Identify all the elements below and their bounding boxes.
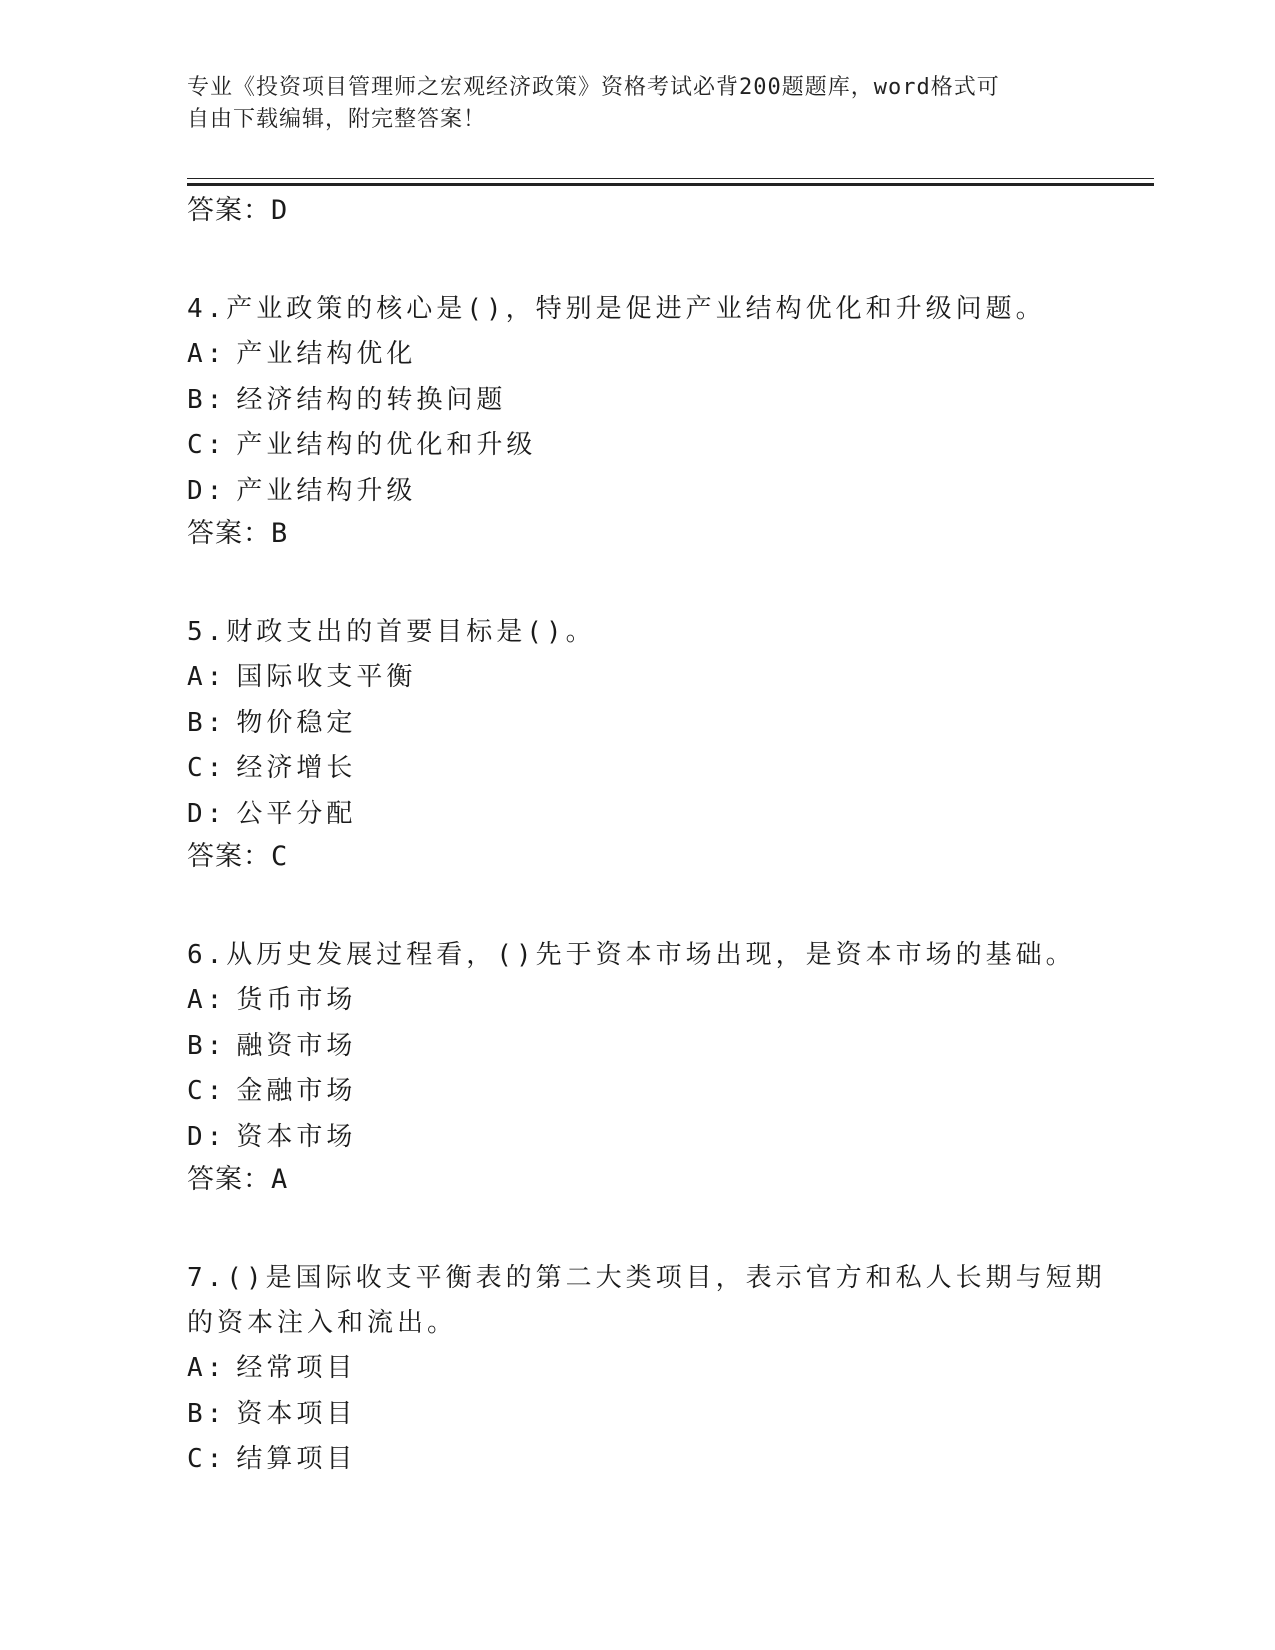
question-stem: 5.财政支出的首要目标是()。 [187,617,596,647]
option-text: 产业结构的优化和升级 [236,430,537,460]
spacer [187,877,1087,933]
answer-line [187,1160,1087,1200]
question-block [187,933,1087,1160]
question-stem: 4.产业政策的核心是()，特别是促进产业结构优化和升级问题。 [187,294,1046,324]
option-key: B: [187,384,227,415]
option-key: A: [187,1353,227,1383]
option-item [187,792,1087,838]
option-text: 经济结构的转换问题 [236,384,507,415]
option-item [187,1069,1087,1115]
option-key: B: [187,707,227,738]
option-key: D: [187,1121,227,1152]
answer-value: C [271,841,289,872]
answer-value: A [271,1164,289,1195]
question-block [187,1256,1106,1483]
option-key: C: [187,430,227,460]
option-text: 物价稳定 [236,707,357,738]
option-item [187,746,1087,792]
document-header [187,72,1067,136]
question-stem: 的资本注入和流出。 [187,1308,458,1338]
answer-label: 答案： [187,841,271,872]
option-item [187,332,1087,378]
question-list [187,191,1106,1483]
question-stem: 6.从历史发展过程看，()先于资本市场出现，是资本市场的基础。 [187,940,1076,970]
spacer [187,231,1087,287]
spacer [187,554,1087,610]
option-key: D: [187,475,227,506]
option-key: C: [187,753,227,783]
option-text: 结算项目 [236,1444,357,1474]
option-key: A: [187,662,227,692]
answer-label: 答案： [187,518,271,549]
option-item [187,1392,1087,1438]
question-block [187,610,1087,837]
answer-label: 答案： [187,1164,271,1195]
answer-line [187,837,1087,877]
option-key: A: [187,985,227,1015]
option-text: 公平分配 [236,798,357,829]
option-text: 资本项目 [236,1398,357,1429]
answer-line [187,514,1087,554]
answer-line [187,191,1087,231]
header-line-1: 专业《投资项目管理师之宏观经济政策》资格考试必背200题题库，word格式可 [187,75,1000,100]
answer-label: 答案： [187,195,271,226]
option-item [187,1115,1087,1161]
option-key: B: [187,1398,227,1429]
answer-value: B [271,518,289,549]
option-key: C: [187,1444,227,1474]
option-item [187,701,1087,747]
option-text: 经常项目 [236,1353,357,1383]
option-item [187,1437,1087,1483]
option-item [187,378,1087,424]
option-text: 产业结构升级 [236,475,417,506]
option-item [187,423,1087,469]
option-text: 经济增长 [236,753,357,783]
option-text: 产业结构优化 [236,339,417,369]
option-text: 金融市场 [236,1076,357,1106]
option-item [187,655,1087,701]
option-text: 国际收支平衡 [236,662,417,692]
spacer [187,1200,1087,1256]
header-divider-thick [187,183,1154,186]
option-item [187,978,1087,1024]
option-text: 融资市场 [236,1030,357,1061]
option-key: C: [187,1076,227,1106]
answer-value: D [271,195,289,226]
option-key: D: [187,798,227,829]
option-item [187,469,1087,515]
option-item [187,1024,1087,1070]
option-text: 资本市场 [236,1121,357,1152]
option-text: 货币市场 [236,985,357,1015]
question-stem: 7.()是国际收支平衡表的第二大类项目，表示官方和私人长期与短期 [187,1263,1106,1293]
header-divider-thin [187,178,1154,179]
option-key: A: [187,339,227,369]
option-key: B: [187,1030,227,1061]
header-line-2: 自由下载编辑，附完整答案！ [187,107,487,132]
question-block [187,287,1087,514]
option-item [187,1346,1087,1392]
